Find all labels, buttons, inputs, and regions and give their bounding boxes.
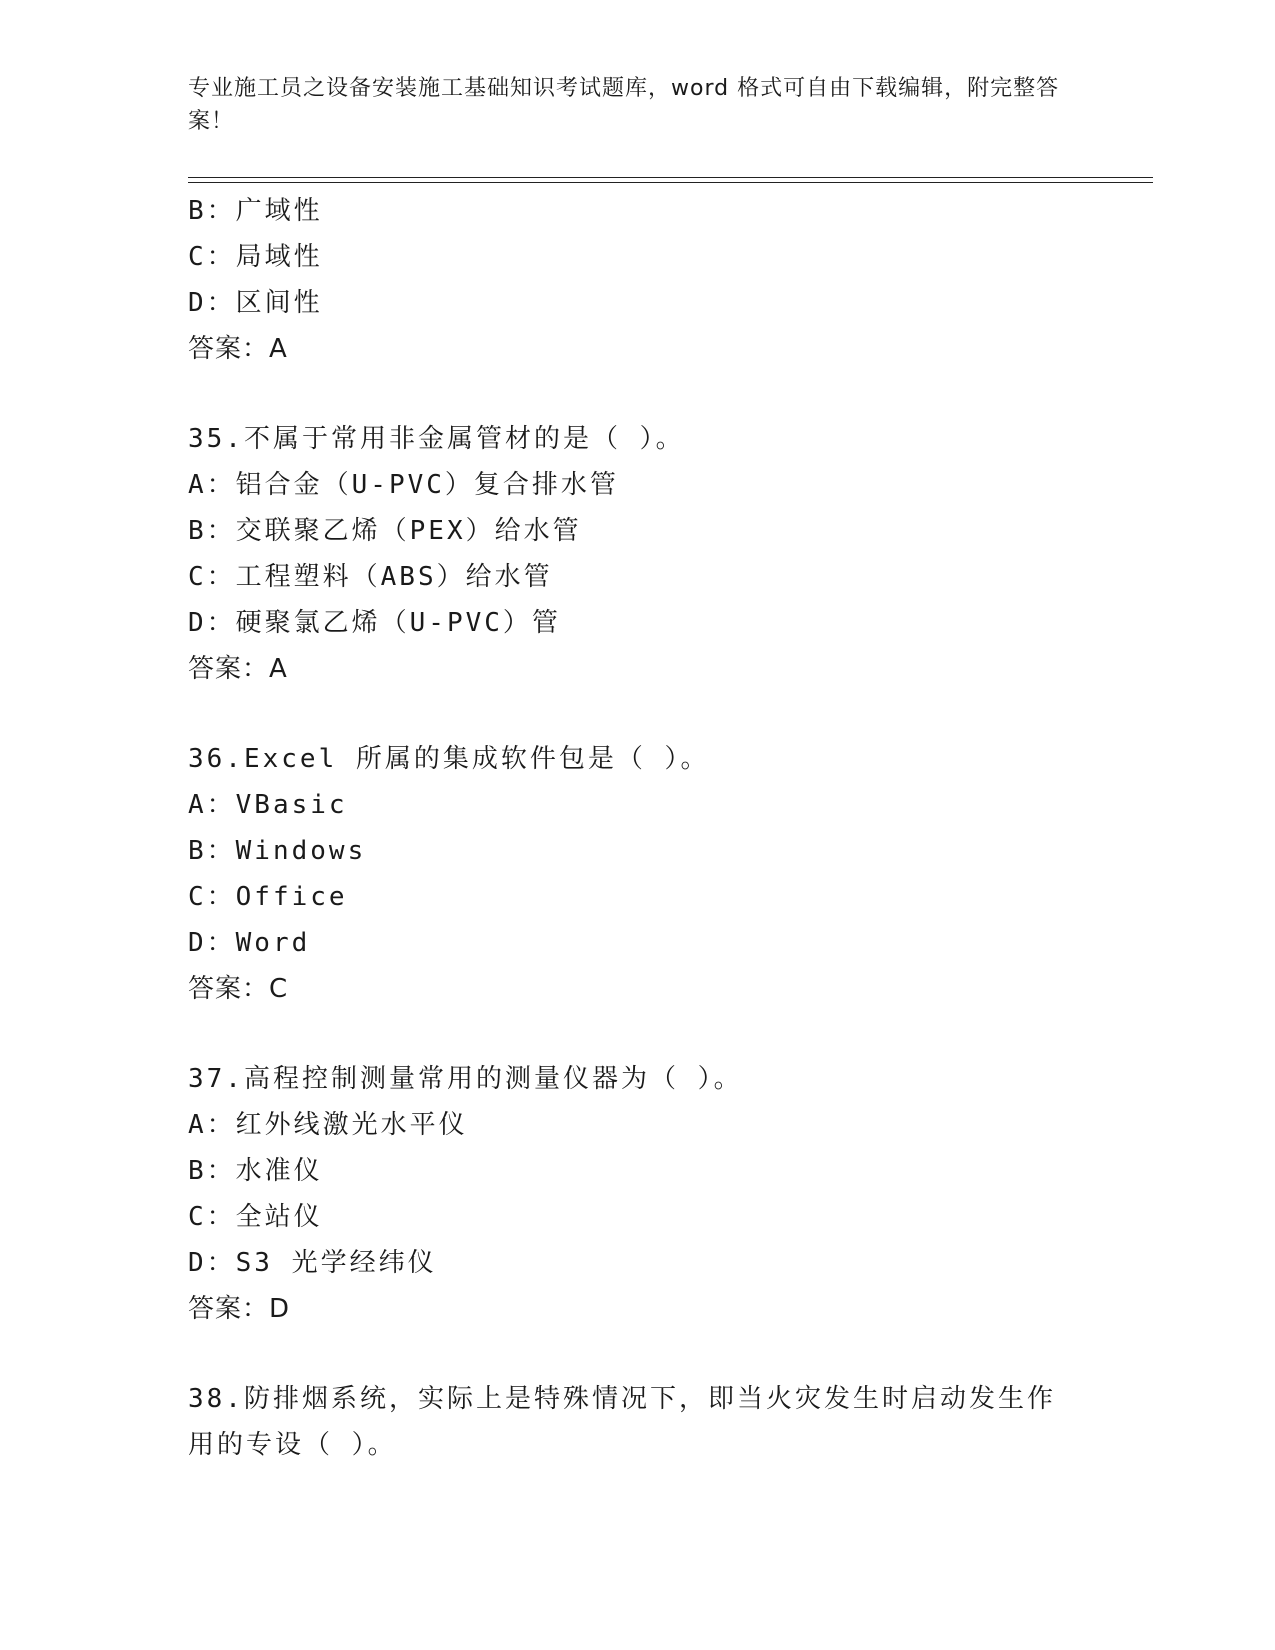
answer-line: 答案：D <box>188 1294 291 1324</box>
option-a: A：铝合金（U-PVC）复合排水管 <box>188 470 619 500</box>
question-stem: 36.Excel 所属的集成软件包是（ ）。 <box>188 744 710 774</box>
answer-line: 答案：A <box>188 654 288 684</box>
question-stem: 38.防排烟系统，实际上是特殊情况下，即当火灾发生时启动发生作用的专设（ ）。 <box>188 1384 1056 1460</box>
document-header: 专业施工员之设备安装施工基础知识考试题库，word 格式可自由下载编辑，附完整答案！ <box>188 76 1060 134</box>
answer-line: 答案：A <box>188 334 288 364</box>
question-35 <box>188 416 1088 692</box>
question-stem: 35.不属于常用非金属管材的是（ ）。 <box>188 424 685 454</box>
option-a: A：VBasic <box>188 790 348 820</box>
option-b: B：广域性 <box>188 196 323 226</box>
option-b: B：Windows <box>188 836 367 866</box>
header-divider-top <box>188 177 1153 178</box>
question-36 <box>188 736 1088 1012</box>
option-a: A：红外线激光水平仪 <box>188 1110 468 1140</box>
answer-line: 答案：C <box>188 974 289 1004</box>
question-stem: 37.高程控制测量常用的测量仪器为（ ）。 <box>188 1064 743 1094</box>
option-c: C：Office <box>188 882 348 912</box>
option-d: D：区间性 <box>188 288 323 318</box>
option-d: D：S3 光学经纬仪 <box>188 1248 437 1278</box>
option-b: B：交联聚乙烯（PEX）给水管 <box>188 516 582 546</box>
question-38 <box>188 1376 1088 1468</box>
option-b: B：水准仪 <box>188 1156 323 1186</box>
option-c: C：全站仪 <box>188 1202 323 1232</box>
question-list <box>188 188 1088 1468</box>
header-divider-bottom <box>188 182 1153 183</box>
question-37 <box>188 1056 1088 1332</box>
option-d: D：硬聚氯乙烯（U-PVC）管 <box>188 608 561 638</box>
question-34-partial <box>188 188 1088 372</box>
option-c: C：局域性 <box>188 242 323 272</box>
option-d: D：Word <box>188 928 311 958</box>
option-c: C：工程塑料（ABS）给水管 <box>188 562 553 592</box>
